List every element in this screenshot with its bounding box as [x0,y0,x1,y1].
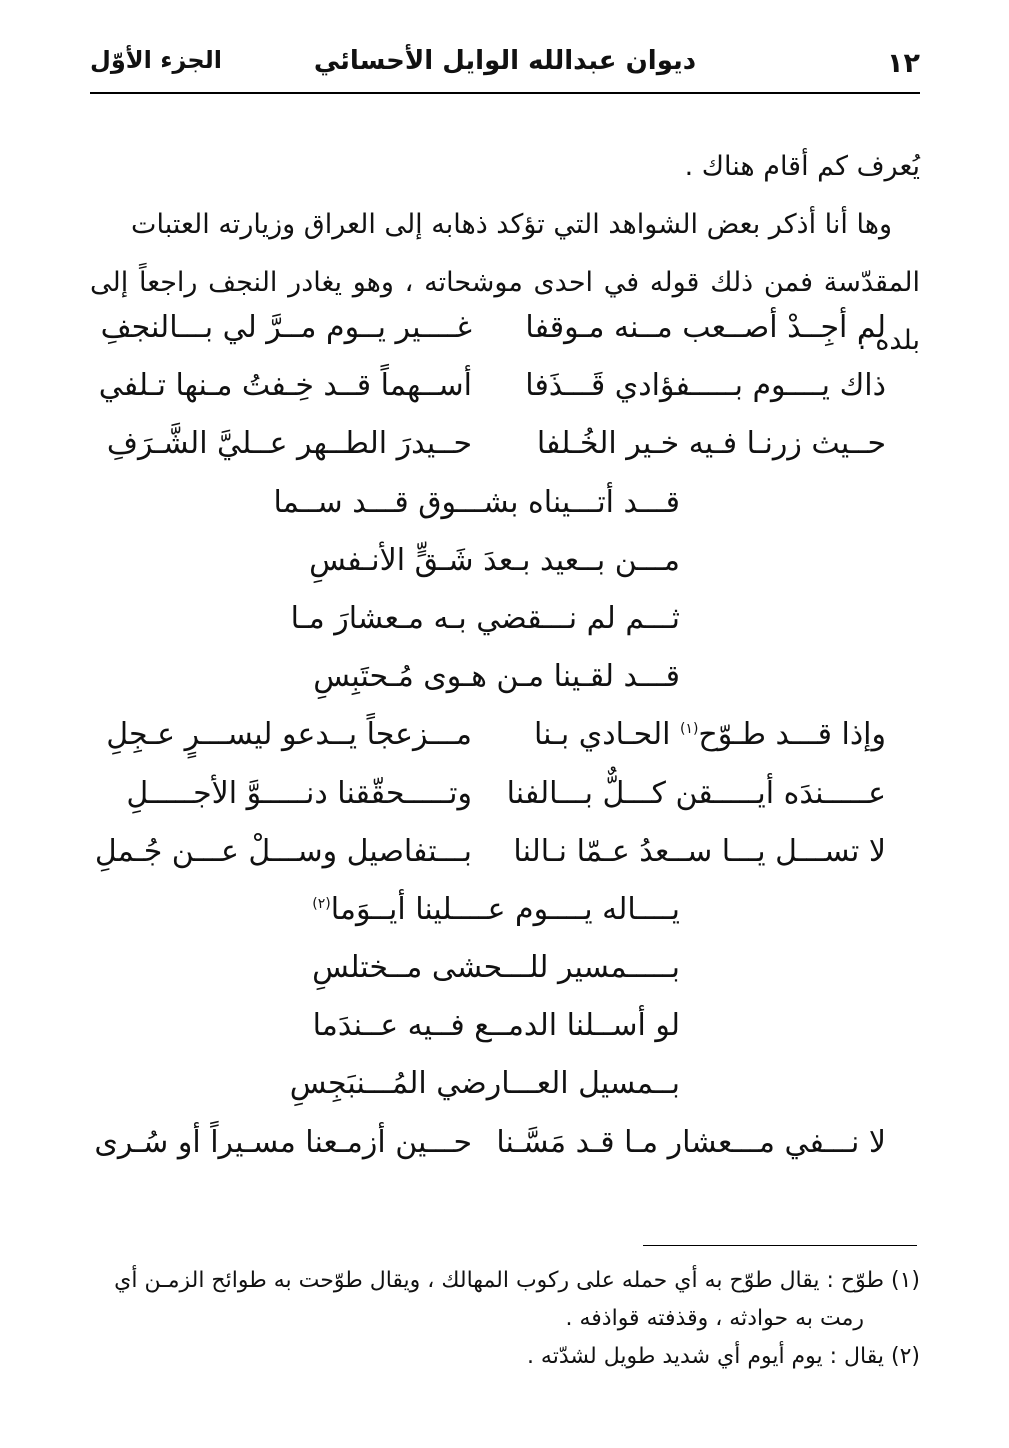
second-hemistich: حــيدرَ الطــهر عــليَّ الشَّـرَفِ [106,426,472,462]
footnotes [90,1262,920,1376]
first-hemistich: ذاك يــــوم بـــــفؤادي قَـــذَفا [525,368,886,404]
page-number: ١٢ [887,48,920,79]
volume-label: الجزء الأوّل [90,46,222,74]
second-hemistich: حـــين أزمـعنا مسـيراً أو سُـرى [94,1124,472,1160]
centered-verse: مـــن بــعيد بـعدَ شَـقٍّ الأنـفسِ [309,542,680,578]
body-line: يُعرف كم أقام هناك . [684,151,920,182]
verse-line [90,770,920,828]
first-hemistich [533,717,886,753]
verse-line [90,420,920,478]
verse-line [90,304,920,362]
second-hemistich: أســهماً قــد خِـفتُ مـنها تـلفي [98,368,472,404]
first-hemistich: لم أجِــدْ أصــعب مــنه مـوقفا [525,310,886,345]
second-hemistich: بـــتفاصيل وســـلْ عـــن جُـملِ [94,833,472,869]
first-hemistich: لا تســـل يـــا ســعدُ عـمّا نـالنا [513,833,886,869]
verse-line [90,362,920,420]
verse-line [90,653,920,711]
verse-text: يــــاله يــــوم عــــلينا أيــوَما [330,891,680,927]
centered-verse: بـــــمسير للـــحشى مــختلسِ [312,950,680,986]
verse-line [90,711,920,769]
first-hemistich: حــيث زرنـا فـيه خـير الخُـلفا [536,426,886,462]
centered-verse: ثـــم لم نـــقضي بـه مـعشارَ مـا [290,600,680,636]
first-hemistich: عـــــندَه أيـــــقن كـــلٌّ بـــالفنا [506,775,886,811]
footnote-marker: (١) [679,721,699,738]
verse-line [90,886,920,944]
centered-verse [312,891,680,927]
centered-verse: بــمسيل العـــارضي المُـــنبَجِسِ [289,1066,680,1102]
verse-line [90,828,920,886]
book-title: ديوان عبدالله الوايل الأحسائي [313,46,697,76]
verse-line [90,944,920,1002]
footnote: (٢) يقال : يوم أيوم أي شديد طويل لشدّته . [526,1344,920,1369]
body-line: وها أنا أذكر بعض الشواهد التي تؤكد ذهابه إلى العراق وزيارته العتبات [131,209,892,240]
hemistich-text: الحـادي بـنا [533,717,680,753]
verse-line [90,1002,920,1060]
verse-line [90,479,920,537]
centered-verse: قـــد لقـينا مـن هـوى مُـحتَبِسِ [313,659,680,695]
centered-verse: قـــد أتـــيناه بشـــوق قـــد ســما [273,484,680,520]
verse-line [90,595,920,653]
header-rule [90,92,920,94]
poem [90,304,920,1177]
footnote-rule [643,1245,917,1246]
running-header [90,38,920,94]
second-hemistich: مـــزعجاً يــدعو ليســـرٍ عـجِلِ [106,717,472,753]
centered-verse: لو أســلنا الدمــع فــيه عــندَما [312,1008,680,1044]
footnote-marker: (٢) [312,895,331,912]
second-hemistich: غــــير يــوم مــرَّ لي بـــالنجفِ [100,310,472,345]
verse-line [90,1060,920,1118]
verse-line [90,537,920,595]
footnote: (١) طوّح : يقال طوّح به أي حمله على ركوب المهالك ، ويقال طوّحت به طوائح الزمـن أي [114,1268,920,1293]
second-hemistich: وتـــــحقّقنا دنـــــوَّ الأجـــــلِ [126,775,472,811]
footnote-continuation: رمت به حوادثه ، وقذفته قواذفه . [565,1306,864,1331]
first-hemistich: لا نـــفي مـــعشار مـا قـد مَسَّـنا [496,1124,886,1160]
hemistich-text: وإذا قـــد طـوّح [698,717,886,753]
verse-line [90,1119,920,1177]
body-line: المقدّسة فمن ذلك قوله في احدى موشحاته ، وهو يغادر النجف راجعاً إلى بلده : [90,267,920,356]
